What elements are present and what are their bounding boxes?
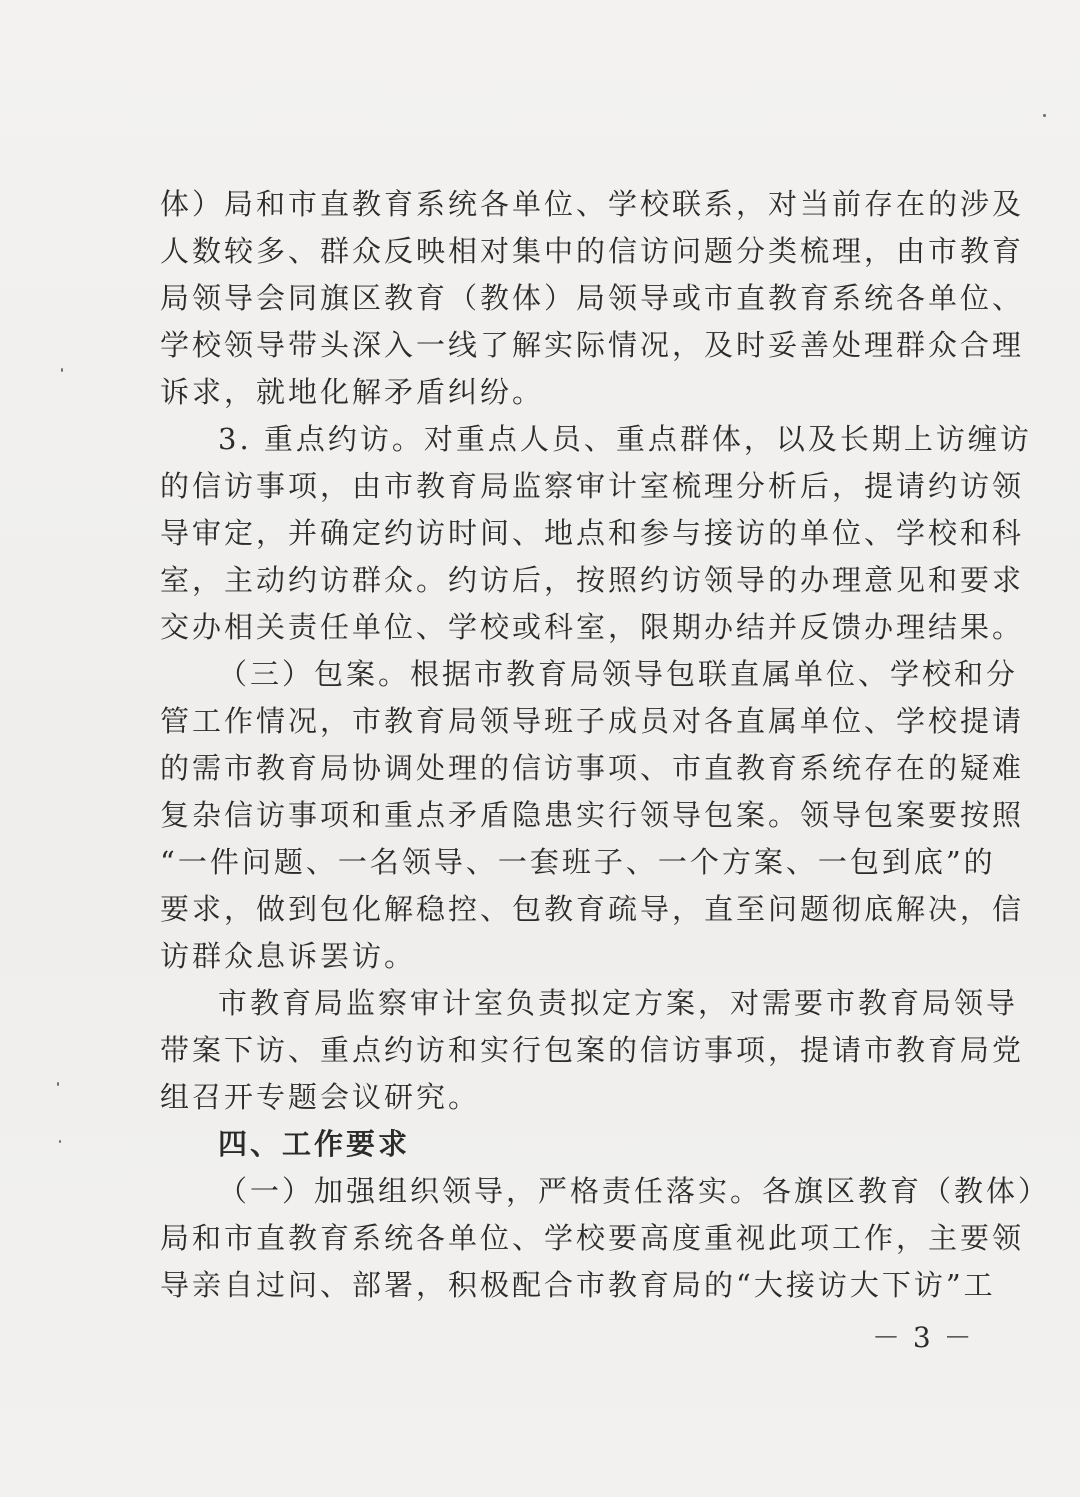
text-line: 诉求，就地化解矛盾纠纷。 [160, 375, 545, 409]
text-line: 局和市直教育系统各单位、学校要高度重视此项工作，主要领 [160, 1221, 1025, 1255]
scan-speck [57, 1082, 59, 1086]
text-line: 访群众息诉罢访。 [160, 939, 417, 973]
text-line: 导亲自过问、部署，积极配合市教育局的“大接访大下访”工 [160, 1268, 996, 1302]
text-line: 市教育局监察审计室负责拟定方案，对需要市教育局领导 [218, 986, 1019, 1020]
section-heading: 四、工作要求 [218, 1127, 411, 1161]
text-line: 交办相关责任单位、学校或科室，限期办结并反馈办理结果。 [160, 610, 1025, 644]
text-line: 3. 重点约访。对重点人员、重点群体，以及长期上访缠访 [218, 422, 1032, 456]
text-line: （一）加强组织领导，严格责任落实。各旗区教育（教体） [218, 1174, 1051, 1208]
scan-speck [1043, 114, 1046, 117]
text-line: 带案下访、重点约访和实行包案的信访事项，提请市教育局党 [160, 1033, 1025, 1067]
text-line: （三）包案。根据市教育局领导包联直属单位、学校和分 [218, 657, 1019, 691]
text-line: 的信访事项，由市教育局监察审计室梳理分析后，提请约访领 [160, 469, 1025, 503]
scan-speck [59, 1140, 61, 1143]
text-line: 导审定，并确定约访时间、地点和参与接访的单位、学校和科 [160, 516, 1025, 550]
scan-speck [61, 368, 63, 372]
text-line: 管工作情况，市教育局领导班子成员对各直属单位、学校提请 [160, 704, 1025, 738]
text-line: 体）局和市直教育系统各单位、学校联系，对当前存在的涉及 [160, 187, 1025, 221]
text-line: 组召开专题会议研究。 [160, 1080, 481, 1114]
page-number: － 3 － [872, 1321, 974, 1354]
text-line: 要求，做到包化解稳控、包教育疏导，直至问题彻底解决，信 [160, 892, 1025, 926]
text-line: 局领导会同旗区教育（教体）局领导或市直教育系统各单位、 [160, 281, 1025, 315]
text-line: 复杂信访事项和重点矛盾隐患实行领导包案。领导包案要按照 [160, 798, 1025, 832]
text-line: 学校领导带头深入一线了解实际情况，及时妥善处理群众合理 [160, 328, 1025, 362]
text-line: 的需市教育局协调处理的信访事项、市直教育系统存在的疑难 [160, 751, 1025, 785]
text-line: “一件问题、一名领导、一套班子、一个方案、一包到底”的 [160, 845, 996, 879]
text-line: 室，主动约访群众。约访后，按照约访领导的办理意见和要求 [160, 563, 1025, 597]
text-line: 人数较多、群众反映相对集中的信访问题分类梳理，由市教育 [160, 234, 1025, 268]
